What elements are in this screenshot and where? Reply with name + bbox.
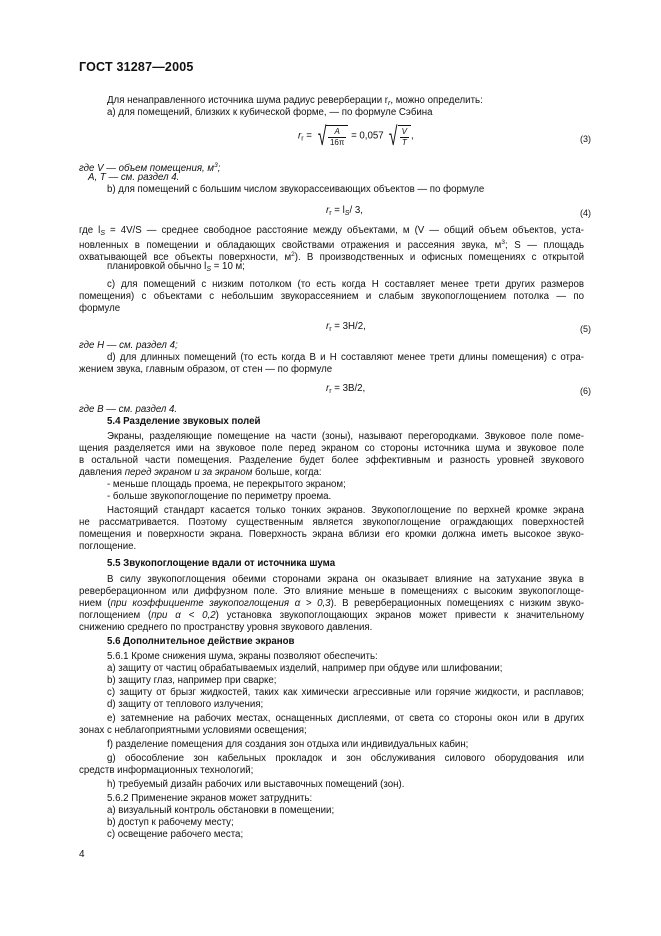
where-h: где H — см. раздел 4;: [79, 340, 178, 351]
sec54-p1-line-1: Экраны, разделяющие помещение на части (зоны), называют перегородками. Звуковое поле поме-: [107, 431, 584, 442]
where-ls-line-2: новленных в помещении и обладающих свойствами отражения и рассеяния звука, $м^3$; S — площадь: [79, 239, 584, 251]
item-d-line-1: d) для длинных помещений (то есть когда B и H составляют менее трети длины помещения) с отра-: [107, 352, 584, 363]
equation-3: $r_r$ = √ $\frac{A}{16\pi}$ = 0,057 √ $\frac{V}{T}$ ,: [298, 121, 414, 151]
sec55-line-5: снижению среднего по пространству уровня звукового давления.: [79, 622, 373, 633]
page-number: 4: [79, 849, 85, 860]
sec54-p1-line-2: щения разделяется ими на звуковое поле перед экраном со стороны источника шума и звуковое поле: [79, 443, 584, 454]
sec56-item-e-line-1: e) затемнение на рабочих местах, оснащенных дисплеями, от света со стороны окон или в других: [107, 713, 584, 724]
sec56-item-g-line-2: средств информационных технологий;: [79, 765, 254, 776]
where-ls-line-1: где $l_S = 4V/S$ — среднее свободное расстояние между объектами, м (V — общий объем объектов, уста-: [79, 225, 584, 237]
sec55-line-2: реверберационном или диффузном поле. Это влияние меньше в помещениях с высоким звукопоглоще-: [79, 586, 584, 597]
section-5-5-title: 5.5 Звукопоглощение вдали от источника шума: [107, 558, 336, 569]
intro-line-1: Для ненаправленного источника шума радиус реверберации $r_r$, можно определить:: [107, 95, 483, 107]
sec56-2-item-b: b) доступ к рабочему месту;: [107, 817, 234, 828]
item-c-line-1: c) для помещений с низким потолком (то есть когда H составляет менее трети других размеров: [107, 279, 584, 290]
item-c-line-2: помещения) с объектами с небольшим звукорассеянием и слабым звукопоглощением потолка — по: [79, 291, 584, 302]
intro-line-2: a) для помещений, близких к кубической форме, — по формуле Сэбина: [107, 107, 433, 118]
sec54-bullet-2: - больше звукопоглощение по периметру проема.: [107, 491, 332, 502]
sec56-1-intro: 5.6.1 Кроме снижения шума, экраны позволяют обеспечить:: [107, 651, 378, 662]
item-c-line-3: формуле: [79, 303, 121, 314]
sec56-2-intro: 5.6.2 Применение экранов может затруднить:: [107, 793, 313, 804]
sec56-2-item-c: c) освещение рабочего места;: [107, 829, 244, 840]
equation-4-number: (4): [580, 208, 591, 218]
section-5-6-title: 5.6 Дополнительное действие экранов: [107, 636, 295, 647]
sec55-line-1: В силу звукопоглощения обеими сторонами экрана он оказывает влияние на затухание звука в: [107, 574, 584, 585]
sec54-p2-line-4: поглощение.: [79, 541, 137, 552]
sec56-item-d: d) защиту от теплового излучения;: [107, 699, 264, 710]
sec55-line-4: поглощением (при α < 0,2) установка звукопоглощающих экранов может привести к значительному: [79, 610, 584, 621]
sec56-item-a: a) защиту от частиц обрабатываемых изделий, например при обдуве или шлифовании;: [107, 663, 503, 674]
sec56-item-e-line-2: зонах с неблагоприятными условиями освещения;: [79, 725, 307, 736]
item-b-line: b) для помещений с большим числом звукорассеивающих объектов — по формуле: [107, 184, 485, 195]
sec56-item-b: b) защиту глаз, например при сварке;: [107, 675, 277, 686]
equation-4: $r_r = l_S/$ 3,: [326, 205, 363, 217]
sec54-p1-line-4: давления перед экраном и за экраном больше, когда:: [79, 467, 322, 478]
sec56-item-h: h) требуемый дизайн рабочих или выставочных помещений (зон).: [107, 779, 405, 790]
equation-6-number: (6): [580, 386, 591, 396]
equation-3-number: (3): [580, 134, 591, 144]
where-v: где V — объем помещения, $м^3$;: [79, 162, 221, 174]
sec54-bullet-1: - меньше площадь проема, не перекрытого экраном;: [107, 479, 346, 490]
sec56-item-c: c) защиту от брызг жидкостей, таких как химически агрессивные или горячие жидкости, и расплавов;: [107, 687, 584, 698]
sec56-item-f: f) разделение помещения для создания зон отдыха или индивидуальных кабин;: [107, 739, 469, 750]
where-b: где B — см. раздел 4.: [79, 404, 178, 415]
sec54-p1-line-3: в остальной части помещения. Разделение будет более эффективным и разность уровней звукового: [79, 455, 584, 466]
sec54-p2-line-2: не рассматривается. Поэтому существенным является звукопоглощение ограждающих поверхностей: [79, 517, 584, 528]
where-a-t: A, T — см. раздел 4.: [88, 172, 180, 183]
where-ls-line-3: охватывающей все объекты поверхности, $м^2$). В производственных и офисных помещениях с открытой: [79, 251, 584, 263]
item-d-line-2: жением звука, главным образом, от стен — по формуле: [79, 364, 333, 375]
document-header: ГОСТ 31287—2005: [79, 60, 194, 74]
sec54-p2-line-3: помещения и поверхности экрана. Поверхность экрана вблизи его кромки должна иметь высокое звуко-: [79, 529, 584, 540]
equation-5-number: (5): [580, 324, 591, 334]
section-5-4-title: 5.4 Разделение звуковых полей: [107, 416, 261, 427]
sec54-p2-line-1: Настоящий стандарт касается только тонких экранов. Звукопоглощение по верхней кромке экрана: [107, 505, 584, 516]
equation-6: $r_r = 3B/2$,: [326, 383, 366, 395]
sec56-2-item-a: a) визуальный контроль обстановки в помещении;: [107, 805, 335, 816]
where-ls-line-4: планировкой обычно $l_S = 10$ м;: [107, 261, 245, 273]
sec56-item-g-line-1: g) обособление зон кабельных прокладок и зон обслуживания силового оборудования или: [107, 753, 584, 764]
equation-5: $r_r = 3H/2$,: [326, 321, 366, 333]
sec55-line-3: нием (при коэффициенте звукопоглощения α > 0,3). В реверберационных помещениях с низким звуко-: [79, 598, 584, 609]
